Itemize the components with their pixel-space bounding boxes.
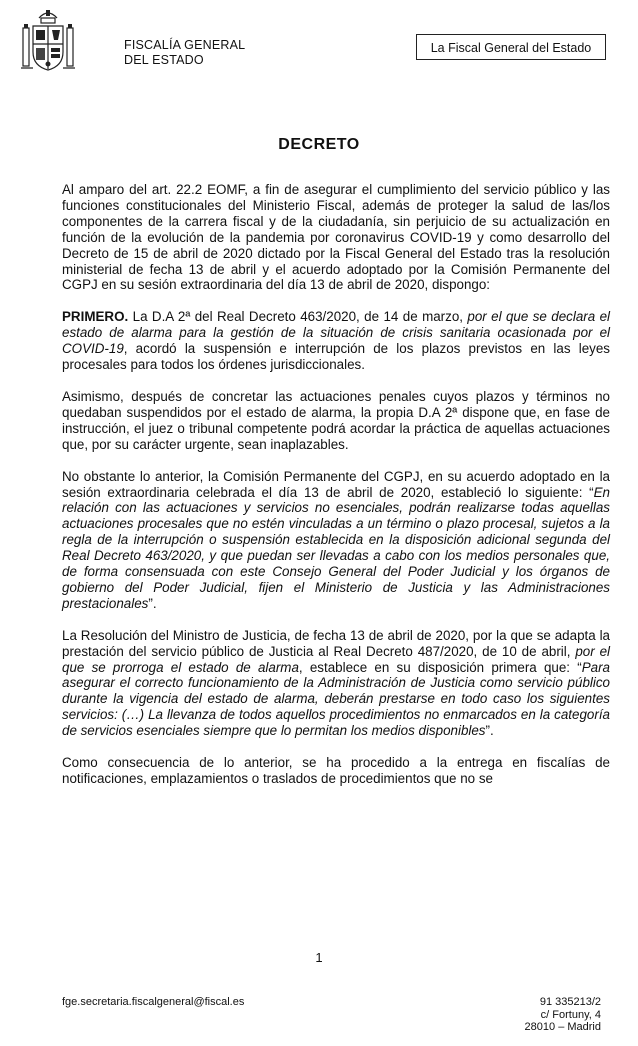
footer-email: fge.secretaria.fiscalgeneral@fiscal.es [62,996,245,1008]
italic-quote: por el que se declara el estado de alarma para la gestión de la situación de crisis sanitaria ocasionada por el COVID-19 [62,309,611,357]
text-run: ”. [485,723,494,739]
text-run: La D.A 2ª del Real Decreto 463/2020, de 14 de marzo, [128,309,468,325]
institution-line-1: FISCALÍA GENERAL [124,38,246,52]
page-number: 1 [315,950,323,965]
paragraph [62,755,610,787]
text-run: Como consecuencia de lo anterior, se ha procedido a la entrega en fiscalías de notificaciones, emplazamientos o traslados de procedimientos que no se [62,755,610,786]
institution-name [124,38,245,68]
text-run: ”. [148,595,157,611]
footer-city: 28010 – Madrid [524,1021,601,1033]
italic-quote: Para asegurar el correcto funcionamiento de la Administración de Justicia como servicio público durante la vigencia del estado de alarma, deberán prestarse en todo caso los siguientes servicios: (…) La llevanza de todos aquellos procedimientos no enmarcados en la categoría de servicios esenciales siempre que lo permitan los medios disponibles [62,659,611,739]
paragraph [62,389,610,453]
document-body [62,182,610,803]
text-run: Asimismo, después de concretar las actuaciones penales cuyos plazos y términos no quedaban suspendidos por el estado de alarma, la propia D.A 2ª dispone que, en fase de instrucción, el juez o tribunal competente podrá acordar la práctica de aquellas actuaciones que, por su carácter urgente, sean inaplazables. [62,388,610,452]
text-run: , acordó la suspensión e interrupción de los plazos previstos en las leyes procesales para todos los órdenes jurisdiccionales. [62,341,610,373]
paragraph [62,469,610,612]
coat-of-arms-icon [19,6,77,78]
bold-text: PRIMERO. [62,309,129,325]
text-run: La Resolución del Ministro de Justicia, de fecha 13 de abril de 2020, por la que se adapta la prestación del servicio público de Justicia al Real Decreto 487/2020, de 10 de abril, [62,627,610,659]
institution-line-2: DEL ESTADO [124,53,204,67]
footer-street: c/ Fortuny, 4 [540,1008,601,1021]
paragraph [62,309,610,373]
document-title: DECRETO [278,136,360,153]
paragraph [62,628,610,739]
text-run: Al amparo del art. 22.2 EOMF, a fin de asegurar el cumplimiento del servicio público y las funciones constitucionales del Ministerio Fiscal, además de proteger la salud de las/los componentes de la carrera fiscal y de la ciudadanía, sin perjuicio de su actualización en función de la evolución de la pandemia por coronavirus COVID-19 y como desarrollo del Decreto de 15 de abril de 2020 dictado por la Fiscal General del Estado tras la resolución ministerial de fecha 13 de abril y el acuerdo adoptado por la Comisión Permanente del CGPJ en su sesión extraordinaria del día 13 de abril de 2020, dispongo: [62,182,610,293]
italic-quote: En relación con las actuaciones y servicios no esenciales, podrán realizarse todas aquellas actuaciones procesales que no estén vinculadas a un término o plazo procesal, sujetos a la regla de la interrupción o suspensión establecida en la disposición adicional segunda del Real Decreto 463/2020, y que puedan ser llevadas a cabo con los medios personales que, de forma consensuada con este Consejo General del Poder Judicial y los órganos de gobierno del Poder Judicial, fijen el Ministerio de Justicia y las Administraciones prestacionales [62,484,610,611]
text-run: , establece en su disposición primera que: “ [298,659,582,675]
signatory-box: La Fiscal General del Estado [416,34,606,60]
italic-quote: por el que se prorroga el estado de alarma [62,643,611,675]
footer-address [525,996,601,1034]
footer-phone: 91 335213/2 [539,996,601,1008]
paragraph [62,182,610,293]
text-run: No obstante lo anterior, la Comisión Permanente del CGPJ, en su acuerdo adoptado en la sesión extraordinaria celebrada el día 13 de abril de 2020, estableció lo siguiente: “ [62,468,610,500]
